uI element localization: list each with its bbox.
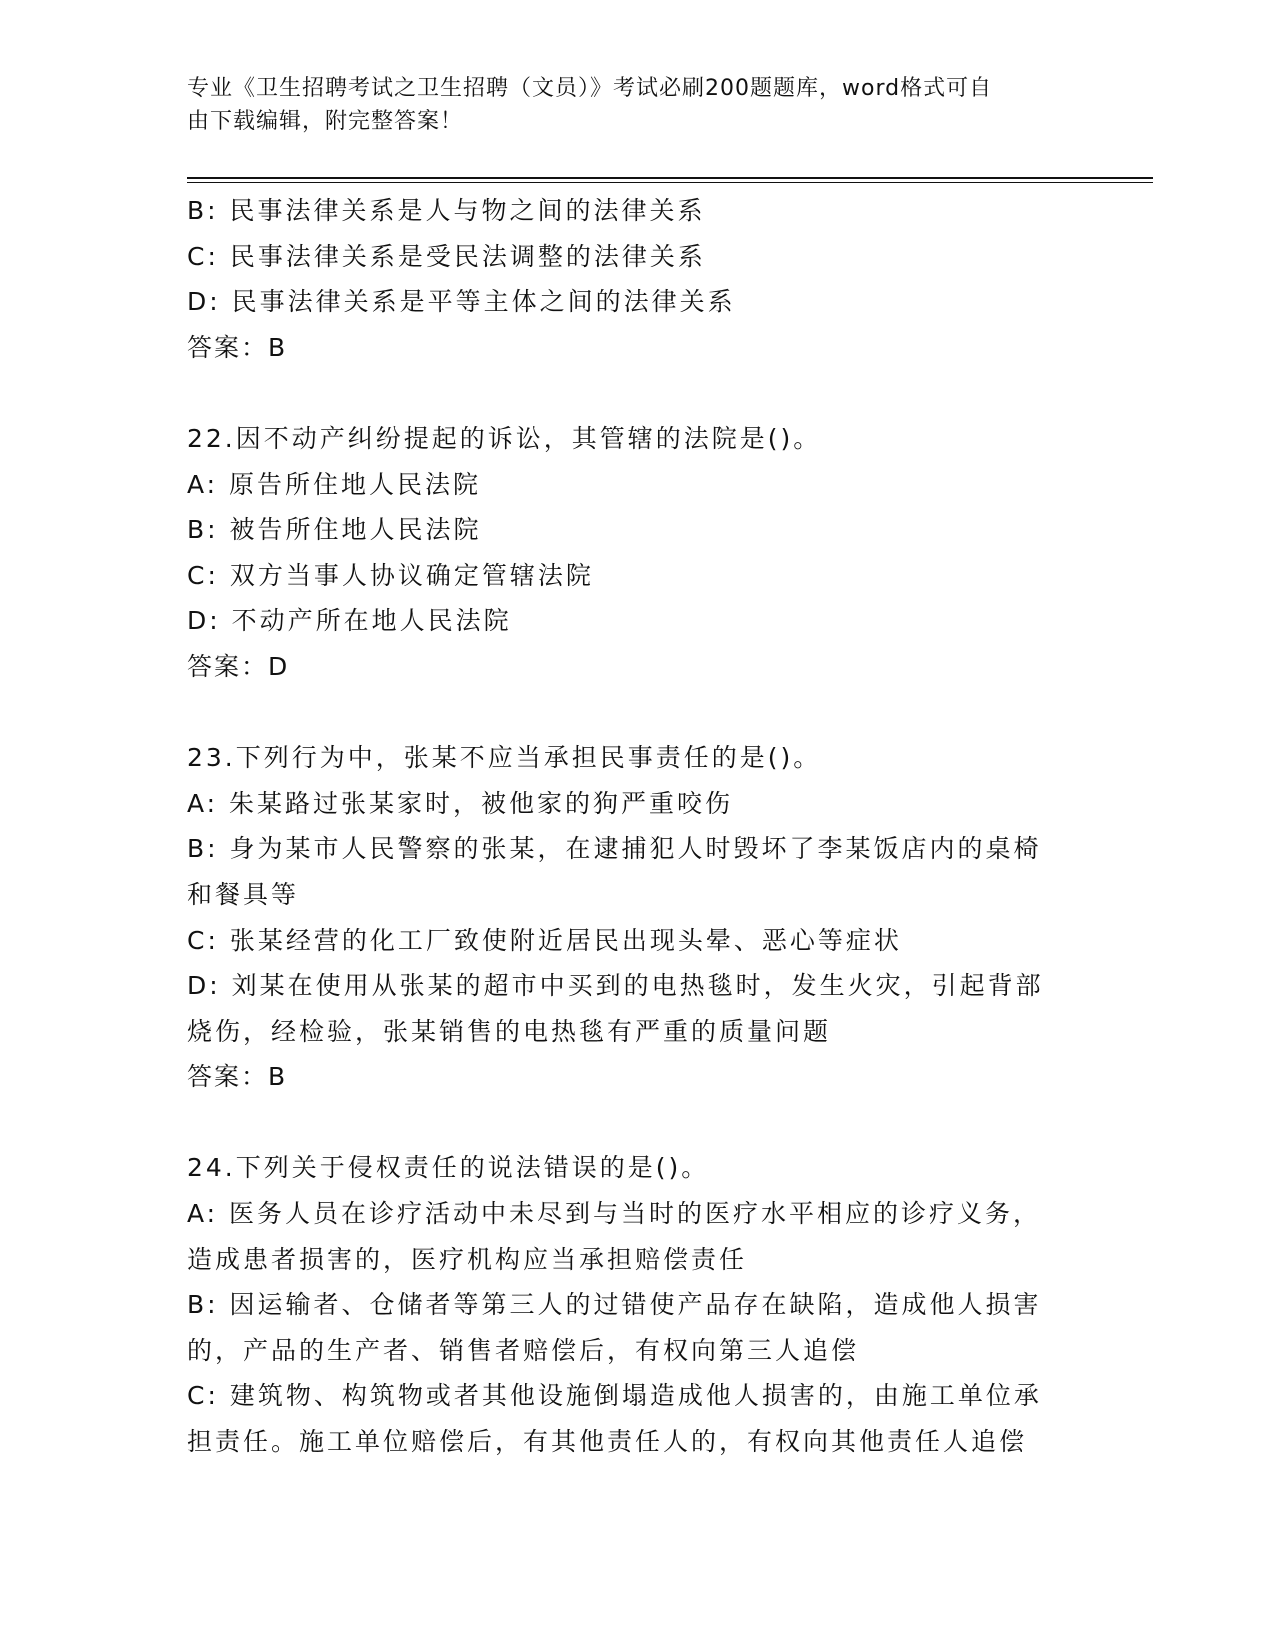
- q22-option-b: B: 被告所住地人民法院: [187, 515, 482, 545]
- q21-option-c: C: 民事法律关系是受民法调整的法律关系: [187, 241, 706, 271]
- q24-question: 24.下列关于侵权责任的说法错误的是()。: [187, 1153, 710, 1183]
- question-23: [187, 735, 1087, 1100]
- q24-option-b-line-1: B: 因运输者、仓储者等第三人的过错使产品存在缺陷，造成他人损害: [187, 1290, 1042, 1320]
- question-21: [187, 188, 1087, 370]
- header-divider-thin: [187, 182, 1153, 183]
- header-line-2: 由下载编辑，附完整答案！: [187, 109, 464, 134]
- q23-option-b-line-2: 和餐具等: [187, 879, 300, 909]
- spacer: [187, 1100, 1087, 1146]
- spacer: [187, 370, 1087, 416]
- q24-option-b-line-2: 的，产品的生产者、销售者赔偿后，有权向第三人追偿: [187, 1335, 860, 1365]
- q24-option-c-line-2: 担责任。施工单位赔偿后，有其他责任人的，有权向其他责任人追偿: [187, 1427, 1028, 1457]
- q24-option-a-line-2: 造成患者损害的，医疗机构应当承担赔偿责任: [187, 1244, 748, 1274]
- question-24: [187, 1145, 1087, 1464]
- q22-option-d: D: 不动产所在地人民法院: [187, 606, 512, 636]
- q22-option-c: C: 双方当事人协议确定管辖法院: [187, 560, 594, 590]
- q22-option-a: A: 原告所住地人民法院: [187, 469, 482, 499]
- q24-option-c-line-1: C: 建筑物、构筑物或者其他设施倒塌造成他人损害的，由施工单位承: [187, 1381, 1042, 1411]
- q23-option-a: A: 朱某路过张某家时，被他家的狗严重咬伤: [187, 788, 734, 818]
- q21-answer: 答案：B: [187, 332, 288, 362]
- header-divider-thick: [187, 177, 1153, 179]
- question-list: [187, 188, 1087, 1465]
- q23-question: 23.下列行为中，张某不应当承担民事责任的是()。: [187, 743, 822, 773]
- q23-option-d-line-2: 烧伤，经检验，张某销售的电热毯有严重的质量问题: [187, 1016, 832, 1046]
- document-header: [187, 72, 1067, 138]
- q23-option-d-line-1: D: 刘某在使用从张某的超市中买到的电热毯时，发生火灾，引起背部: [187, 971, 1044, 1001]
- q24-option-a-line-1: A: 医务人员在诊疗活动中未尽到与当时的医疗水平相应的诊疗义务，: [187, 1199, 1042, 1229]
- q21-option-b: B: 民事法律关系是人与物之间的法律关系: [187, 196, 706, 225]
- q23-option-b-line-1: B: 身为某市人民警察的张某，在逮捕犯人时毁坏了李某饭店内的桌椅: [187, 834, 1042, 864]
- spacer: [187, 690, 1087, 736]
- q22-question: 22.因不动产纠纷提起的诉讼，其管辖的法院是()。: [187, 423, 822, 453]
- header-line-1: 专业《卫生招聘考试之卫生招聘（文员）》考试必刷200题题库，word格式可自: [187, 76, 993, 101]
- question-22: [187, 416, 1087, 690]
- q21-option-d: D: 民事法律关系是平等主体之间的法律关系: [187, 287, 736, 317]
- q22-answer: 答案：D: [187, 651, 290, 681]
- q23-answer: 答案：B: [187, 1062, 288, 1092]
- q23-option-c: C: 张某经营的化工厂致使附近居民出现头晕、恶心等症状: [187, 925, 902, 955]
